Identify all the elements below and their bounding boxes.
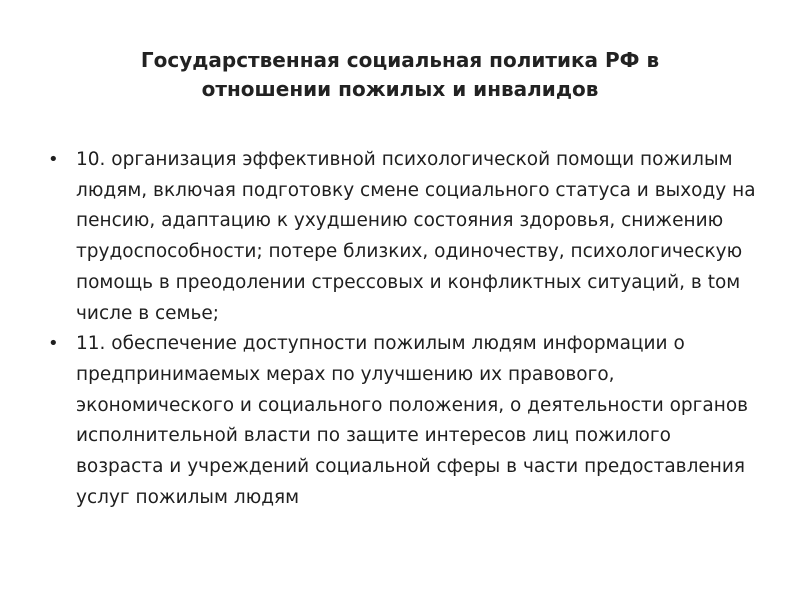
bullet-list — [46, 145, 758, 513]
bullet-item-10 — [46, 145, 758, 329]
bullet-dot-icon: • — [48, 149, 59, 170]
bullet-item-11 — [46, 329, 758, 513]
bullet-text: 10. организация эффективной психологической помощи пожилым людям, включая подготовку смене социального статуса и выходу на пенсию, адаптацию к ухудшению состояния здоровья, снижению трудоспособности; потере близких, одиночеству, психологическую помощь в преодолении стрессовых и конфликтных ситуаций, в tом числе в семье; — [76, 149, 756, 324]
bullet-dot-icon: • — [48, 333, 59, 355]
slide-title: Государственная социальная политика РФ в отношении пожилых и инвалидов — [140, 48, 660, 101]
bullet-text: 11. обеспечение доступности пожилым людям информации о предпринимаемых мерах по улучшению их правового, экономического и социального положения, о деятельности органов исполнительной власти по защите интересов лиц пожилого возраста и учреждений социальной сферы в части предоставления услуг пожилым людям — [76, 333, 749, 508]
